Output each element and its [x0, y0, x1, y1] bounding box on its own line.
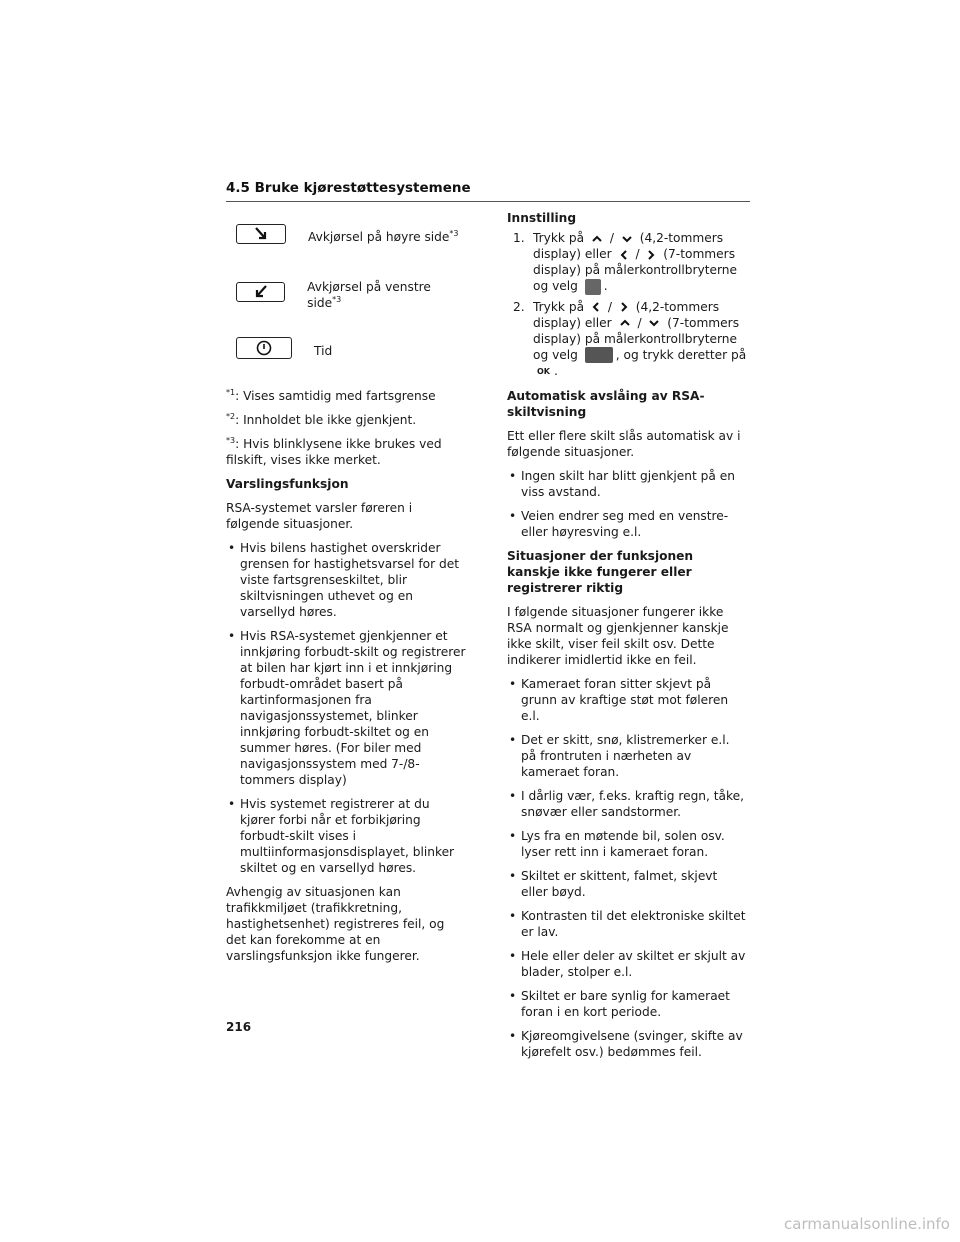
arrow-down-right-icon: [236, 224, 286, 244]
sign-display-icon: [585, 347, 613, 363]
list-item: • Kjøreomgivelsene (svinger, skifte av kjørefelt osv.) bedømmes feil.: [507, 1028, 747, 1060]
list-item: • Skiltet er bare synlig for kameraet foran i en kort periode.: [507, 988, 747, 1020]
chevron-right-icon: [646, 249, 656, 261]
list-item: • Det er skitt, snø, klistremerker e.l. på frontruten i nærheten av kameraet foran.: [507, 732, 747, 780]
watermark: carmanualsonline.info: [784, 1215, 950, 1233]
list-item: • I dårlig vær, f.eks. kraftig regn, tåke, snøvær eller sandstormer.: [507, 788, 747, 820]
list-item: • Skiltet er skittent, falmet, skjevt eller bøyd.: [507, 868, 747, 900]
chevron-down-icon: [621, 234, 633, 244]
chevron-left-icon: [619, 249, 629, 261]
paragraph: RSA-systemet varsler føreren i følgende situasjoner.: [226, 501, 413, 531]
page-number: 216: [226, 1020, 252, 1034]
symbol-row: [226, 224, 466, 244]
ok-icon: OK: [537, 366, 550, 376]
footnote: $^{*3}$: Hvis blinklysene ikke brukes ved filskift, vises ikke merket.: [226, 435, 442, 467]
list-item: • Kameraet foran sitter skjevt på grunn av kraftige støt mot føleren e.l.: [507, 676, 747, 724]
list-item: • Lys fra en møtende bil, solen osv. lyser rett inn i kameraet foran.: [507, 828, 747, 860]
section-heading: Varslingsfunksjon: [226, 477, 349, 491]
header-divider: [226, 201, 750, 202]
page-header: [226, 180, 750, 202]
list-item: • Veien endrer seg med en venstre- eller høyresving e.l.: [507, 508, 747, 540]
list-item: • Hele eller deler av skiltet er skjult av blader, stolper e.l.: [507, 948, 747, 980]
section-heading: Situasjoner der funksjonen kanskje ikke fungerer eller registrerer riktig: [507, 548, 694, 595]
right-column: [507, 210, 747, 1068]
list-item: • Hvis systemet registrerer at du kjører forbi når et forbikjøring forbudt-skilt vises i multiinformasjonsdisplayet, blinker skiltet og en varsellyd høres.: [226, 796, 466, 876]
chevron-up-icon: [619, 318, 631, 328]
chevron-right-icon: [619, 301, 629, 313]
section-heading: Innstilling: [507, 211, 577, 225]
footnote: $^{*2}$: Innholdet ble ikke gjenkjent.: [226, 411, 417, 427]
symbol-row: [226, 280, 466, 310]
left-column: [226, 224, 466, 972]
chevron-down-icon: [648, 318, 660, 328]
section-heading: Automatisk avslåing av RSA-skiltvisning: [507, 388, 705, 419]
list-item: • Kontrasten til det elektroniske skiltet er lav.: [507, 908, 747, 940]
symbol-label: Tid: [314, 344, 333, 358]
clock-icon: [236, 337, 292, 359]
symbol-label: Avkjørsel på høyre side$^{*3}$: [308, 228, 459, 244]
list-item: • Hvis RSA-systemet gjenkjenner et innkjøring forbudt-skilt og registrerer at bilen har kjørt inn i et innkjøring forbudt-området basert på kartinformasjonen fra navigasjonssystemet, blinker innkjøring forbudt-skiltet og en summer høres. (For biler med navigasjonssystem med 7-/8-tommers display): [226, 628, 466, 788]
gear-icon: [585, 279, 601, 295]
paragraph: Ett eller flere skilt slås automatisk av i følgende situasjoner.: [507, 428, 741, 459]
chevron-up-icon: [591, 234, 603, 244]
list-item: • Ingen skilt har blitt gjenkjent på en viss avstand.: [507, 468, 747, 500]
footnote: $^{*1}$: Vises samtidig med fartsgrense: [226, 387, 436, 403]
arrow-down-left-icon: [236, 282, 285, 302]
chevron-left-icon: [591, 301, 601, 313]
symbol-row: [226, 338, 466, 358]
paragraph: I følgende situasjoner fungerer ikke RSA normalt og gjenkjenner kanskje ikke skilt, viser feil skilt osv. Dette indikerer imidlertid ikke en feil.: [507, 604, 729, 667]
list-item: 1. Trykk på / (4,2-tommers display) eller / (7-tommers display) på målerkontrollbryterne og velg .: [513, 231, 738, 293]
list-item: • Hvis bilens hastighet overskrider grensen for hastighetsvarsel for det viste fartsgrenseskiltet, blir skiltvisningen uthevet og en varsellyd høres.: [226, 540, 466, 620]
symbol-label: Avkjørsel på venstre side$^{*3}$: [307, 280, 431, 310]
paragraph: Avhengig av situasjonen kan trafikkmiljøet (trafikkretning, hastighetsenhet) registreres feil, og det kan forekomme at en varslingsfunksjon ikke fungerer.: [226, 885, 445, 963]
section-title: 4.5 Bruke kjørestøttesystemene: [226, 180, 471, 196]
list-item: 2. Trykk på / (4,2-tommers display) eller / (7-tommers display) på målerkontrollbryterne og velg , og trykk deretter på OK .: [513, 299, 747, 378]
